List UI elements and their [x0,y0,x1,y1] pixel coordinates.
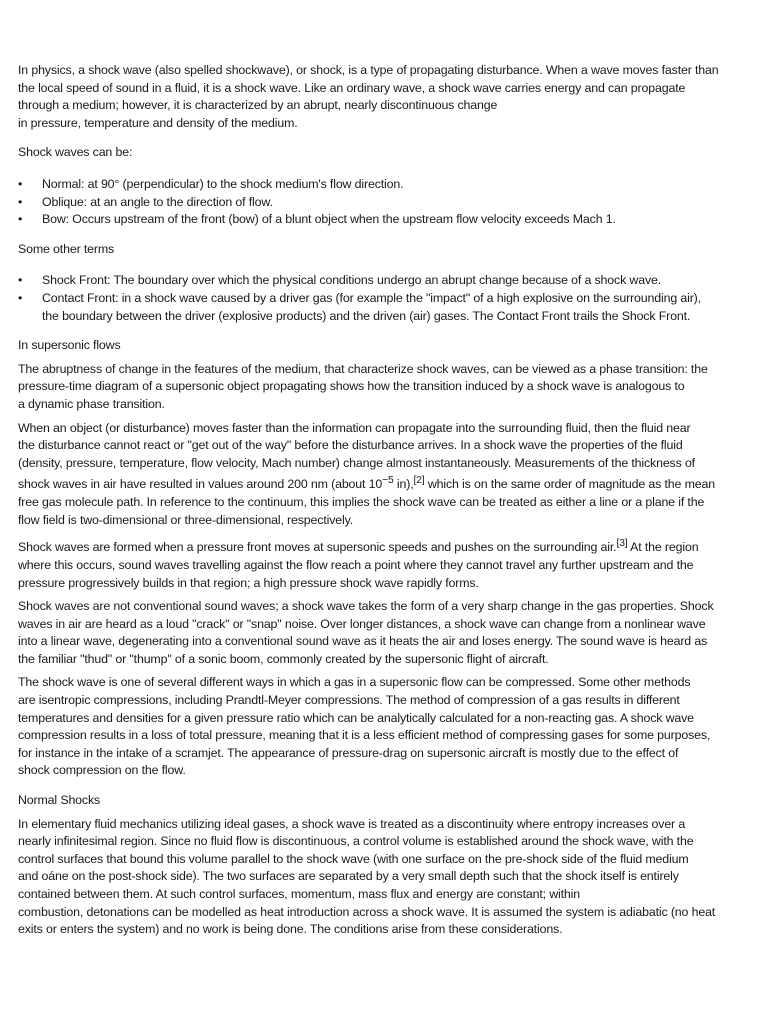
paragraph: The shock wave is one of several different ways in which a gas in a supersonic flow can be compressed. Some other methods are isentropic compressions, including Prandtl-Meyer compressions. The method of compression of a gas results in different temperatures and densities for a given pressure ratio which can be analytically calculated for a non-reacting gas. A shock wave compression results in a loss of total pressure, meaning that it is a less efficient method of compressing gases for some purposes, for instance in the intake of a scramjet. The appearance of pressure-drag on supersonic aircraft is mostly due to the effect of shock compression on the flow. [18,675,711,778]
bullet-icon: • [18,273,23,288]
citation-link[interactable]: [2] [413,475,425,487]
normal-shocks-heading: Normal Shocks [18,793,101,808]
list-item: • Shock Front: The boundary over which the physical conditions undergo an abrupt change because of a shock wave. [18,272,748,290]
bullet-icon: • [18,176,23,191]
list-item: • Oblique: at an angle to the direction of flow. [18,194,748,212]
paragraph: When an object (or disturbance) moves faster than the information can propagate into the surrounding fluid, then the fluid near the disturbance cannot react or "get out of the way" before the disturbance arrives. In a shock wave the properties of the fluid (density, pressure, temperature, flow velocity, Mach number) change almost instantaneously. Measurements of the thickness of shock waves in air have resulted in values around 200 nm (about $10^{-5}$ in),[2] which is on the same order of magnitude as the mean free gas molecule path. In reference to the continuum, this implies the shock wave can be treated as either a line or a plane if the flow field is two-dimensional or three-dimensional, respectively. [18,420,715,527]
paragraph: Shock waves are formed when a pressure front moves at supersonic speeds and pushes on the surrounding air.[3] At the region where this occurs, sound waves travelling against the flow reach a point where they cannot travel any further upstream and the pressure progressively builds in that region; a high pressure shock wave rapidly forms. [18,538,699,590]
bullet-icon: • [18,194,23,209]
bullet-icon: • [18,212,23,227]
paragraph: Shock waves are not conventional sound waves; a shock wave takes the form of a very sharp change in the gas properties. Shock waves in air are heard as a loud "crack" or "snap" noise. Over longer distances, a shock wave can change from a nonlinear wave into a linear wave, degenerating into a conventional sound wave as it heats the air and loses energy. The sound wave is heard as the familiar "thud" or "thump" of a sonic boom, commonly created by the supersonic flight of aircraft. [18,599,714,666]
bullet-icon: • [18,290,23,305]
list-item: • Normal: at 90° (perpendicular) to the shock medium's flow direction. [18,176,748,194]
paragraph: The abruptness of change in the features of the medium, that characterize shock waves, can be viewed as a phase transition: the pressure-time diagram of a supersonic object propagating shows how the transition induced by a shock wave is analogous to a dynamic phase transition. [18,361,708,411]
shock-waves-can-be-heading: Shock waves can be: [18,145,133,160]
document-body [18,62,748,945]
intro-paragraph: In physics, a shock wave (also spelled shockwave), or shock, is a type of propagating disturbance. When a wave moves faster than the local speed of sound in a fluid, it is a shock wave. Like an ordinary wave, a shock wave carries energy and can propagate through a medium; however, it is characterized by an abrupt, nearly discontinuous change in pressure, temperature and density of the medium. [18,63,719,130]
other-terms-list [18,272,748,325]
shock-types-list [18,176,748,229]
paragraph: In elementary fluid mechanics utilizing ideal gases, a shock wave is treated as a discontinuity where entropy increases over a nearly infinitesimal region. Since no fluid flow is discontinuous, a control volume is established around the shock wave, with the control surfaces that bound this volume parallel to the shock wave (with one surface on the pre-shock side of the fluid medium and oáne on the post-shock side). The two surfaces are separated by a very small depth such that the shock itself is entirely contained between them. At such control surfaces, momentum, mass flux and energy are constant; within combustion, detonations can be modelled as heat introduction across a shock wave. It is assumed the system is adiabatic (no heat exits or enters the system) and no work is being done. The conditions arise from these considerations. [18,816,716,937]
list-item: • Contact Front: in a shock wave caused by a driver gas (for example the "impact" of a high explosive on the surrounding air), the boundary between the driver (explosive products) and the driven (air) gases. The Contact Front trails the Shock Front. [18,290,701,323]
supersonic-heading: In supersonic flows [18,338,121,353]
citation-link[interactable]: [3] [616,538,628,550]
list-item: • Bow: Occurs upstream of the front (bow) of a blunt object when the upstream flow velocity exceeds Mach 1. [18,211,748,229]
other-terms-heading: Some other terms [18,241,115,256]
